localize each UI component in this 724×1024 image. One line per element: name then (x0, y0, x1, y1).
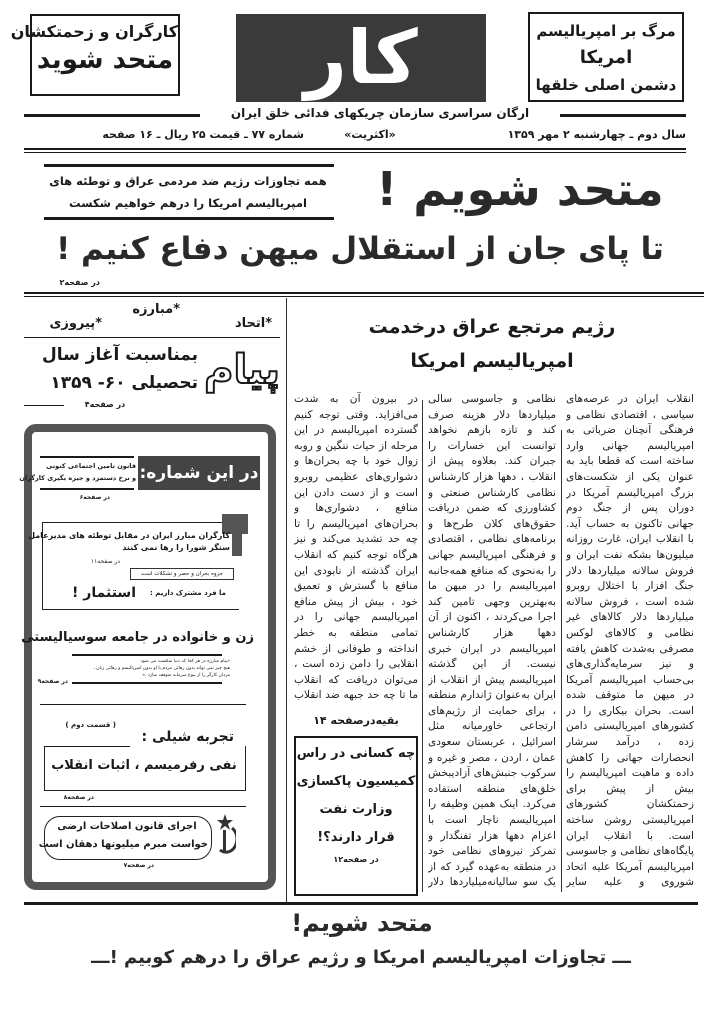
headline-bottom-rule-2 (24, 296, 704, 297)
item5-text (38, 818, 208, 854)
masthead-bottom-rule (24, 148, 686, 150)
item1-rule-top (40, 456, 134, 458)
headline-bottom-rule (24, 292, 704, 294)
item2-title-line1: کارگران مبارز ایران در مقابل توطئه های مدیرعامل (28, 531, 230, 540)
slogan-unity: *اتحاد (234, 316, 272, 331)
payam-page-ref: در صفحه۴ (84, 400, 126, 409)
item3-quote-line3: مردان کارگر را از بیوغ سرمایه متوقف سازد .» (142, 673, 230, 678)
item1-page-ref: در صفحه۶ (79, 494, 110, 501)
right-slogan-line2: امریکا (579, 47, 633, 68)
item4-title: تجربه شیلی : (141, 729, 234, 745)
item3-title: زن و خانواده در جامعه سوسیالیستی (21, 630, 254, 645)
contents-item1 (19, 460, 136, 484)
article-column-left (294, 392, 418, 704)
footer-line2: ـــ تجاوزات امپریالیسم امریکا و رژیم عراق را درهم کوبیم !ـــ (91, 947, 631, 968)
payam-rule (24, 337, 280, 338)
item4-sub: نفی رفرمیسم ، اثبات انقلاب (51, 758, 237, 773)
oil-box-line2: کمیسیون پاکسازی (296, 774, 416, 789)
item1-line1: قانون تامین اجتماعی کنونی (46, 462, 136, 470)
item2-title-line2: سنگر شورا را رها نمی کنند (122, 543, 230, 552)
payam-big-word: پیام (204, 347, 280, 393)
item3-rule-top (72, 654, 222, 656)
item3-quote-line1: «پیام مبارزه در هر کجا کہ دنیا شکست می شود (140, 659, 230, 664)
side-text-line1: همه تجاوزات رژیم ضد مردمی عراق و توطئه های (49, 174, 327, 188)
oil-ministry-box (294, 736, 418, 896)
left-slogan-box (10, 14, 180, 96)
item3-page-ref: در صفحه۹ (37, 678, 68, 685)
contents-title: در این شماره: (138, 456, 260, 490)
side-text-rule-top (44, 164, 334, 167)
item1-rule-bottom (40, 488, 134, 490)
right-slogan-line3: دشمن اصلی خلقها (535, 76, 677, 94)
kar-logo (236, 14, 486, 102)
headline-second: تا پای جان از استقلال میهن دفاع کنیم ! (56, 231, 664, 267)
item3-quote (70, 658, 230, 679)
organ-name: ارگان سراسری سازمان چریکهای فدائی خلق ایران (230, 106, 530, 120)
article-column-right (566, 392, 694, 892)
item4-part: ( قسمت دوم ) (65, 721, 116, 729)
right-slogan-line1: مرگ بر امپریالیسم (536, 22, 676, 40)
headline-page-ref: در صفحه۲ (59, 278, 100, 287)
hammer-sickle-icon (214, 812, 236, 856)
side-text-line2: امپریالیسم امریکا را درهم خواهیم شکست (69, 196, 307, 210)
left-slogan-line1: کارگران و زحمتکشان (10, 22, 178, 41)
oil-box-line3: وزارت نفت (319, 802, 393, 817)
star-t-icon-stem (232, 534, 242, 556)
article-column-left-text: در بیرون آن به شدت می‌افزاید. وقتی توجه کنیم گسترده امپریالیسم در این مرحله از حیات ننگین و روبه زوال خود با چه بحران‌ها و دشواری‌های عظیمی روبرو است و از دست دادن این منافع ، دشواری‌ها و بحران‌های امپریالیسم را تا چه حد تشدید می‌کند و نیز هرگاه توجه کنیم که انقلاب ایران گذشته از نابودی این منافع با گسترش و تعمیق خود ، بیش از پیش منافع امپریالیسم جهانی را در تمامی منطقه به خطر انداخته و طوفانی از خشم انقلابی را دامن زده است ، می‌توان دریافت که انقلاب ما تا چه حد جبهه ضد انقلاب (294, 393, 418, 702)
item3-quote-line2: هیچ چیز نمی تواند بدون رهائی مردم یا او بدون امپریالیسم و رهائی زنان ، (93, 666, 230, 671)
payam-slogans (24, 302, 280, 336)
side-text-rule-bottom (44, 217, 334, 220)
item4-frame-top-left (44, 746, 130, 747)
item2-box-label: جزوه بحران و حصر و تشکلات است (130, 568, 234, 580)
item2-title (28, 530, 230, 554)
oil-box-line4: قرار دارند؟! (317, 830, 395, 845)
logo-text: کار (304, 15, 418, 101)
column-divider-1 (561, 430, 562, 892)
article-continued: بقیه‌درصفحه ۱۴ (313, 714, 399, 727)
item4-divider (40, 806, 246, 807)
masthead-rule-right (560, 114, 686, 117)
item3-rule-bottom (72, 682, 222, 684)
item2-small: ما فرد مشترک داریم : (149, 589, 226, 597)
oil-box-line1: چه کسانی در راس (296, 746, 416, 761)
item3-divider (40, 704, 246, 705)
slogan-struggle: *مبارزه (132, 302, 180, 317)
left-slogan-line2: متحد شوید (36, 45, 174, 75)
item5-line1: اجرای قانون اصلاحات ارضی (57, 821, 197, 832)
item5-line2: خواست مبرم میلیونها دهقان است (38, 839, 208, 850)
headline-side-text (30, 170, 346, 214)
payam-ref-rule (24, 405, 64, 406)
item4-page-ref: در صفحه۸ (63, 794, 94, 801)
item1-line2: و نرخ دستمزد و جیره بگیری کارگران (19, 474, 136, 482)
payam-line2: تحصیلی ۶۰- ۱۳۵۹ (50, 373, 198, 393)
slogan-victory: *پیروزی (49, 316, 102, 331)
article-column-middle-text: نظامی و جاسوسی سالی میلیاردها دلار هزینه صرف کند و تازه بازهم نخواهد توانست این خسارات را جبران کند. بعلاوه پیش از انقلاب ، دهها هزار کارشناس نظامی کارشناس صنعتی و کشاورزی که ضمن دریافت حقوق‌های کلان طرح‌ها و برنامه‌های نظامی ، اقتصادی و فرهنگی امپریالیسم جهانی را به‌نحوی که منافع همه‌جانبه امپریالیسم را در میهن ما به‌بهترین وجهی تامین کند اجرا می‌کردند ، اکنون از آن دهها هزار کارشناس امپریالیسم در ایران خبری نیست. از این گذشته امپریالیسم پیش از انقلاب از ایران به‌عنوان ژاندارم منطقه ، برای حمایت از رژیم‌های ارتجاعی خاورمیانه مثل اسرائیل ، عربستان سعودی عمان ، اردن ، مصر و غیره و سرکوب جنبش‌های آزادیبخش خلق‌های منطقه استفاده می‌کرد. اینک همین وظیفه را امپریالیسم ناچار است با اعزام دهها هزار تفنگدار و تمرکز نیروهای نظامی خود در منطقه به‌عهده گیرد که از یک سو سالیانه‌میلیاردها دلار (428, 393, 556, 889)
masthead-rule-left (24, 114, 200, 117)
right-slogan-box (528, 12, 684, 102)
article-column-right-text: انقلاب ایران در عرصه‌های سیاسی ، اقتصادی نظامی و فرهنگی آنچنان ضرباتی به امپریالیسم جهانی وارد ساخته است که قطعا باید به عنوان یکی از شکست‌های بزرگ امپریالیسم آمریکا در دوران پس از جنگ دوم جهانی تاکنون به حساب آید. با انقلاب ایران، غارت روزانه میلیون‌ها بشکه نفت ایران و فروش سالانه میلیاردها دلار جنگ افزار با اختلال روبرو شده است ، فروش سالانه میلیاردها دلار کالاهای غیر نظامی و کالاهای لوکس مصرفی به‌شدت کاهش یافته و نیز سرمایه‌گذاری‌های بی‌حساب امپریالیسم آمریکا در میهن ما متوقف شده است. بحران بیکاری را در کشورهای امپریالیستی دامن زده ، درآمد سرشار انحصارات جهانی را کاهش داده و ماهیت امپریالیسم را بیش از پیش برای زحمتکشان کشورهای امپریالیستی روشن ساخته است. با انقلاب ایران پایگاه‌های نظامی و جاسوسی امپریالیسم آمریکا علیه اتحاد شوروی و علیه سایر (566, 393, 694, 889)
item2-page-ref: در صفحه۱۱ (90, 558, 120, 565)
article-title (292, 310, 692, 378)
date-line: سال دوم ـ چهارشنبه ۲ مهر ۱۳۵۹ (507, 128, 686, 141)
column-divider-2 (422, 400, 423, 892)
item5-page-ref: در صفحه۷ (123, 862, 154, 869)
payam-line1: بمناسبت آغاز سال (41, 345, 198, 365)
article-title-line1: رژیم مرتجع عراق درخدمت (368, 316, 616, 338)
organ-subtitle: «اکثریت» (344, 128, 396, 141)
footer-line1: متحد شویم! (291, 909, 433, 937)
item2-big: استثمار ! (72, 585, 136, 601)
masthead-bottom-rule-2 (24, 152, 686, 153)
article-column-middle (428, 392, 556, 892)
headline-main: متحد شویم ! (376, 162, 664, 216)
oil-box-page-ref: در صفحه۱۲ (333, 855, 379, 864)
issue-line: شماره ۷۷ ـ قیمت ۲۵ ریال ـ ۱۶ صفحه (102, 128, 304, 141)
left-section-divider (286, 298, 287, 902)
footer-rule (24, 902, 698, 905)
article-title-line2: امپریالیسم امریکا (410, 350, 574, 372)
